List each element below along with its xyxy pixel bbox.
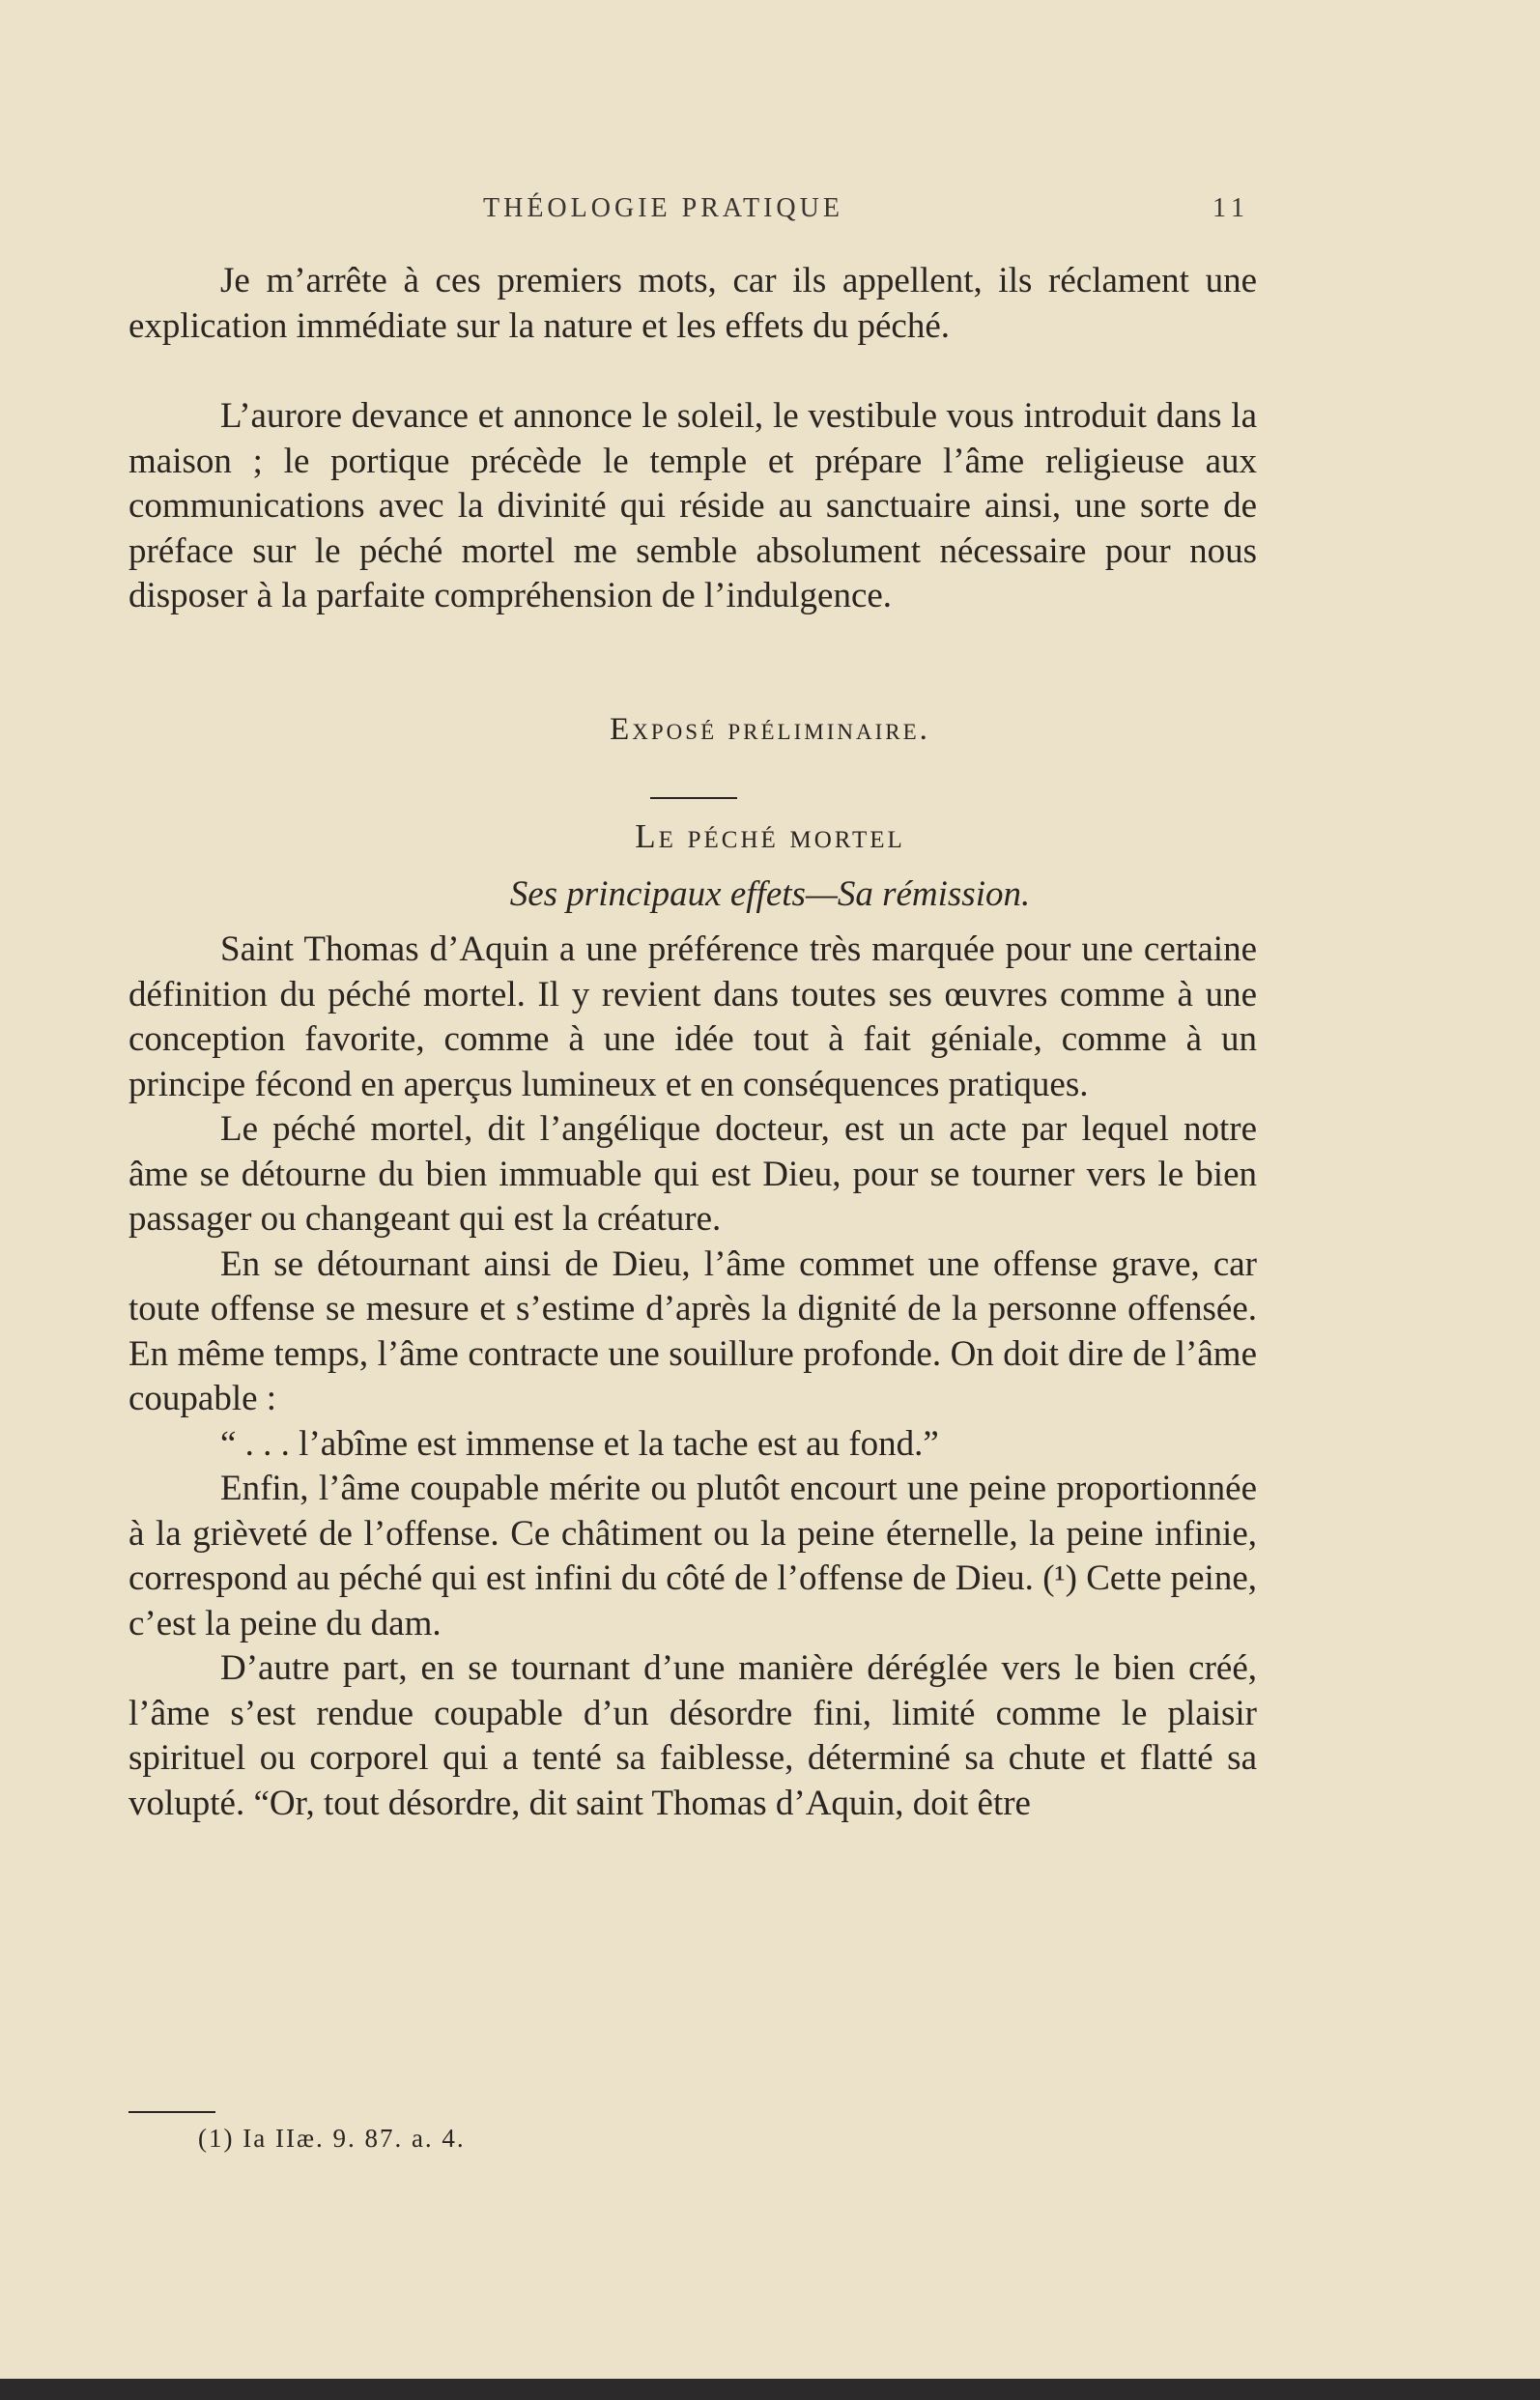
chapter-subheading: Ses principaux effets—Sa rémission. — [509, 874, 1031, 914]
main-text — [128, 928, 1257, 1826]
paragraph-aurore — [128, 394, 1257, 619]
scan-edge-bar — [0, 2379, 1540, 2400]
paragraph-text: L’aurore devance et annonce le soleil, le vestibule vous introduit dans la maison ; le portique précède le temple et prépare l’âme religieuse aux communications avec la divinité qui réside au sanctuaire ainsi, une sorte de préface sur le péché mortel me semble absolument nécessaire pour nous disposer à la parfaite compréhension de l’indulgence. — [128, 396, 1257, 615]
paragraph-offense: En se détournant ainsi de Dieu, l’âme commet une offense grave, car toute offense se mesure et s’estime d’après la dignité de la personne offensée. En même temps, l’âme contracte une souillure profonde. On doit dire de l’âme coupable : — [128, 1243, 1257, 1418]
verse-quote: “ . . . l’abîme est immense et la tache est au fond.” — [220, 1423, 939, 1464]
footnote-rule — [128, 2111, 215, 2113]
running-head: THÉOLOGIE PRATIQUE — [483, 193, 843, 223]
page-header — [0, 193, 1540, 232]
paragraph-acte: Le péché mortel, dit l’angélique docteur, est un acte par lequel notre âme se détourne du bien immuable qui est Dieu, pour se tourner vers le bien passager ou changeant qui est la créature. — [128, 1109, 1257, 1239]
paragraph-peine: Enfin, l’âme coupable mérite ou plutôt encourt une peine proportionnée à la grièveté de l’offense. Ce châtiment ou la peine éternelle, la peine infinie, correspond au péché qui est infini du côté de l’offense de Dieu. (¹) Cette peine, c’est la peine du dam. — [128, 1469, 1257, 1643]
footnote: (1) Ia IIæ. 9. 87. a. 4. — [198, 2124, 466, 2153]
paragraph-desordre: D’autre part, en se tournant d’une manière déréglée vers le bien créé, l’âme s’est rendue coupable d’un désordre fini, limité comme le plaisir spirituel ou corporel qui a tenté sa faiblesse, déterminé sa chute et flatté sa volupté. “Or, tout désordre, dit saint Thomas d’Aquin, doit être — [128, 1648, 1257, 1823]
divider-rule — [650, 797, 737, 799]
paragraph-text: Je m’arrête à ces premiers mots, car ils appellent, ils réclament une explication immédiate sur la nature et les effets du péché. — [128, 261, 1257, 346]
paragraph-intro — [128, 259, 1257, 349]
chapter-heading: Le péché mortel — [635, 817, 905, 855]
page-number: 11 — [1212, 193, 1250, 223]
section-heading: Exposé préliminaire. — [610, 712, 930, 747]
paragraph-definition: Saint Thomas d’Aquin a une préférence très marquée pour une certaine définition du péché mortel. Il y revient dans toutes ses œuvres comme à une conception favorite, comme à une idée tout à fait géniale, comme à un principe fécond en aperçus lumineux et en conséquences pratiques. — [128, 929, 1257, 1104]
